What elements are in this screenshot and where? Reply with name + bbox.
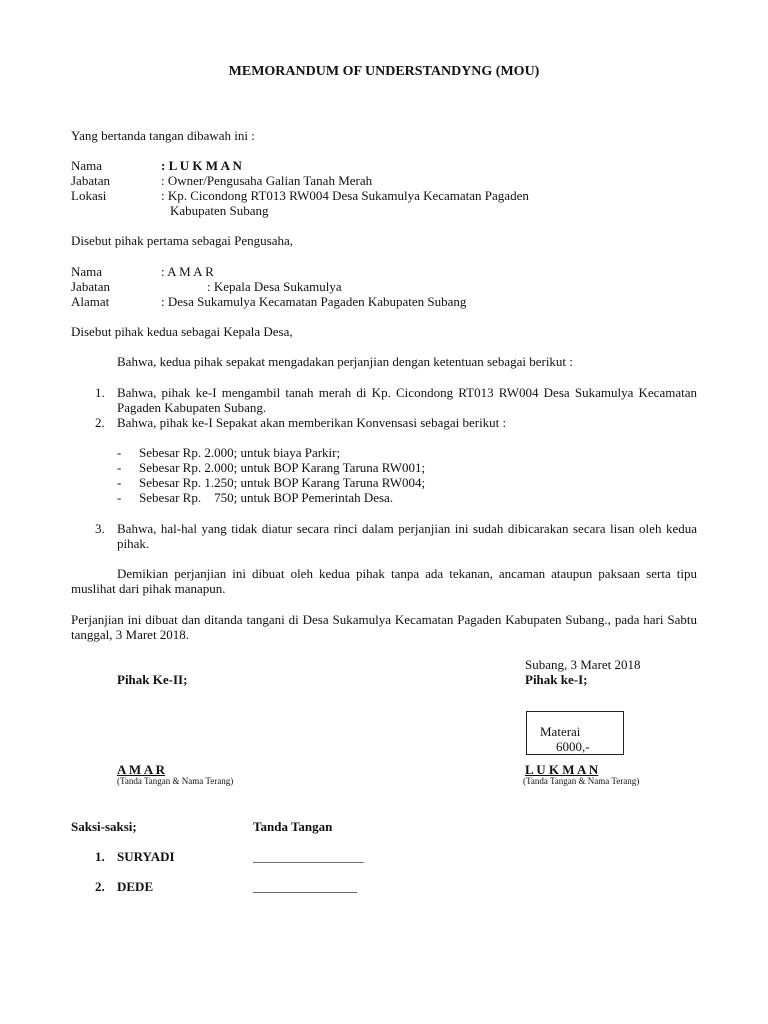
party1-lokasi-continuation: Kabupaten Subang	[170, 203, 269, 218]
clause-number: 3.	[95, 521, 105, 536]
clause-text: Bahwa, pihak ke-I Sepakat akan memberikan Konvensasi sebagai berikut :	[117, 415, 507, 430]
witness-number: 1.	[95, 849, 105, 864]
right-sign-label: Pihak ke-I;	[525, 672, 588, 687]
compensation-item: Sebesar Rp. 750; untuk BOP Pemerintah Desa.	[139, 490, 394, 505]
compensation-item: Sebesar Rp. 2.000; untuk BOP Karang Taruna RW001;	[139, 460, 426, 475]
signature-header: Tanda Tangan	[253, 819, 333, 834]
right-signer-note: (Tanda Tangan & Nama Terang)	[523, 776, 640, 786]
party2-alamat-value: : Desa Sukamulya Kecamatan Pagaden Kabupaten Subang	[161, 294, 467, 309]
party1-lokasi-value: : Kp. Cicondong RT013 RW004 Desa Sukamulya Kecamatan Pagaden	[161, 188, 529, 203]
party2-name-value: : A M A R	[161, 264, 214, 279]
witness-signature-line: ________________	[253, 879, 357, 894]
left-signer-note: (Tanda Tangan & Nama Terang)	[117, 776, 234, 786]
clause-text: Bahwa, hal-hal yang tidak diatur secara rinci dalam perjanjian ini sudah dibicarakan secara lisan oleh kedua pihak.	[117, 521, 697, 551]
compensation-dash: -	[117, 490, 122, 505]
clause-number: 2.	[95, 415, 105, 430]
party2-jabatan-value: : Kepala Desa Sukamulya	[207, 279, 342, 294]
party1-jabatan-value: : Owner/Pengusaha Galian Tanah Merah	[161, 173, 373, 188]
party2-alamat-label: Alamat	[71, 294, 110, 309]
left-signer-name: A M A R	[117, 762, 166, 777]
materai-label: Materai	[540, 724, 581, 739]
party2-jabatan-label: Jabatan	[71, 279, 110, 294]
witness-number: 2.	[95, 879, 105, 894]
compensation-item: Sebesar Rp. 2.000; untuk biaya Parkir;	[139, 445, 341, 460]
witness-name: DEDE	[117, 879, 154, 894]
closing-paragraph: Demikian perjanjian ini dibuat oleh kedua pihak tanpa ada tekanan, ancaman ataupun paksaan serta tipu muslihat dari pihak manapun.	[71, 566, 697, 596]
document-title: MEMORANDUM OF UNDERSTANDYNG (MOU)	[228, 64, 540, 79]
materai-stamp-box	[526, 711, 624, 755]
location-date-paragraph: Perjanjian ini dibuat dan ditanda tangani di Desa Sukamulya Kecamatan Pagaden Kabupaten Subang., pada hari Sabtu tanggal, 3 Maret 2018.	[71, 612, 697, 642]
witnesses-header: Saksi-saksi;	[71, 819, 137, 834]
intro-text: Yang bertanda tangan dibawah ini :	[71, 128, 255, 143]
clause-number: 1.	[95, 385, 105, 400]
left-sign-label: Pihak Ke-II;	[117, 672, 188, 687]
compensation-dash: -	[117, 445, 122, 460]
compensation-item: Sebesar Rp. 1.250; untuk BOP Karang Taruna RW004;	[139, 475, 426, 490]
witness-signature-line: _________________	[253, 849, 364, 864]
compensation-dash: -	[117, 460, 122, 475]
sign-date: Subang, 3 Maret 2018	[525, 657, 641, 672]
party2-name-label: Nama	[71, 264, 103, 279]
party1-name-label: Nama	[71, 158, 103, 173]
party1-jabatan-label: Jabatan	[71, 173, 110, 188]
party1-name-value: : L U K M A N	[161, 158, 242, 173]
agreement-intro: Bahwa, kedua pihak sepakat mengadakan perjanjian dengan ketentuan sebagai berikut :	[117, 354, 573, 369]
party1-description: Disebut pihak pertama sebagai Pengusaha,	[71, 233, 294, 248]
party2-description: Disebut pihak kedua sebagai Kepala Desa,	[71, 324, 293, 339]
right-signer-name: L U K M A N	[525, 762, 599, 777]
materai-value: 6000,-	[556, 739, 590, 754]
clause-text: Bahwa, pihak ke-I mengambil tanah merah di Kp. Cicondong RT013 RW004 Desa Sukamulya Kecamatan Pagaden Kabupaten Subang.	[117, 385, 697, 415]
witness-name: SURYADI	[117, 849, 175, 864]
compensation-dash: -	[117, 475, 122, 490]
party1-lokasi-label: Lokasi	[71, 188, 107, 203]
